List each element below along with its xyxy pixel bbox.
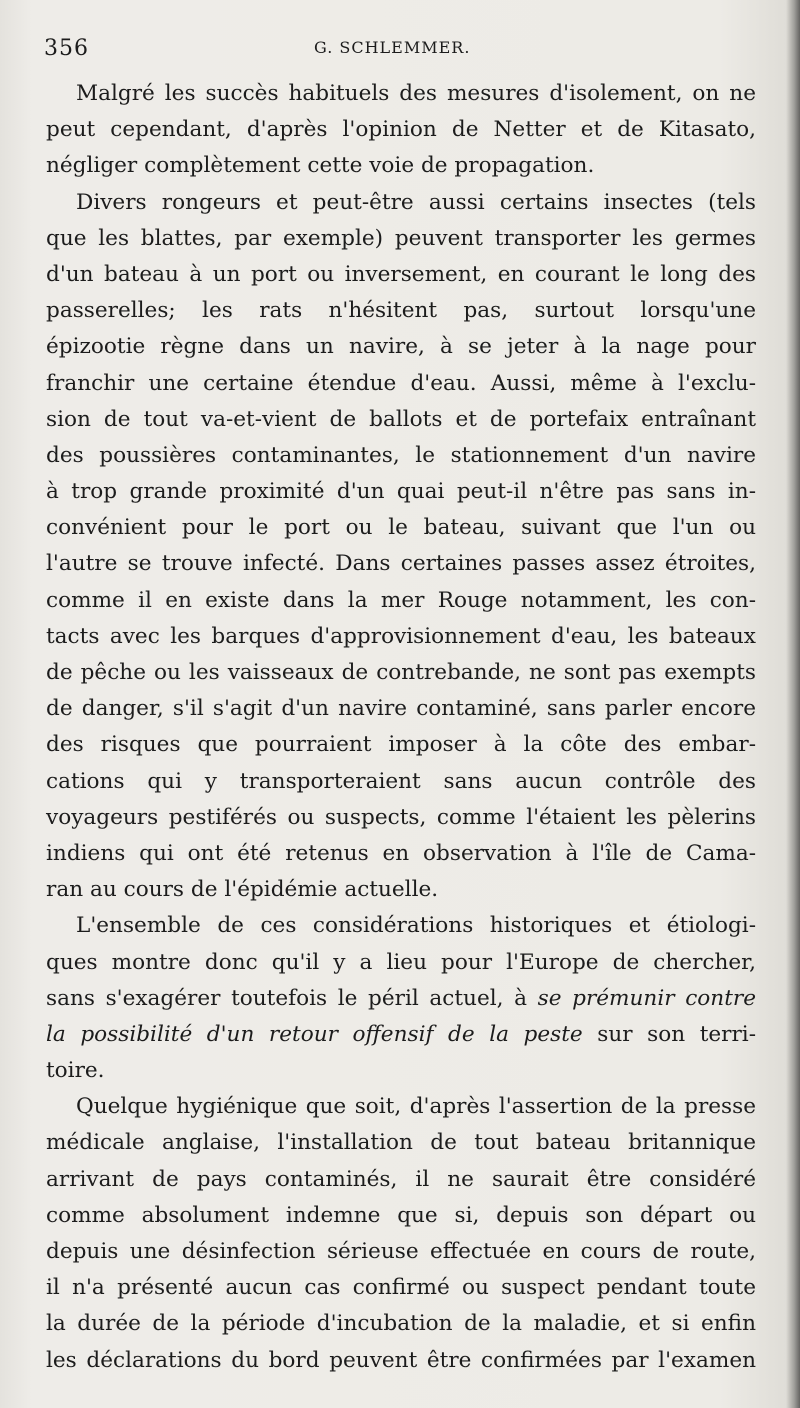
text-run: indiens qui ont été retenus en observation à l'île de Cama- xyxy=(46,840,756,866)
text-run: franchir une certaine étendue d'eau. Aussi, même à l'exclu- xyxy=(46,370,756,396)
text-line xyxy=(46,185,756,221)
text-line xyxy=(46,691,756,727)
text-line xyxy=(46,1198,756,1234)
page-header xyxy=(44,36,754,64)
text-run: sion de tout va-et-vient de ballots et de portefaix entraînant xyxy=(46,406,756,432)
text-line xyxy=(46,474,756,510)
body-text xyxy=(46,76,756,1379)
text-line xyxy=(46,76,756,112)
text-run: l'autre se trouve infecté. Dans certaines passes assez étroites, xyxy=(46,551,756,577)
text-run: de pêche ou les vaisseaux de contrebande, ne sont pas exempts xyxy=(46,660,756,685)
text-run: tacts avec les barques d'approvisionnement d'eau, les bateaux xyxy=(46,623,756,649)
text-run: Quelque hygiénique que soit, d'après l'assertion de la presse xyxy=(76,1094,756,1120)
text-run: il n'a présenté aucun cas confirmé ou suspect pendant toute xyxy=(46,1275,756,1301)
text-line xyxy=(46,1017,756,1053)
text-run: depuis une désinfection sérieuse effectuée en cours de route, xyxy=(46,1239,756,1264)
italic-run: se prémunir contre xyxy=(537,985,756,1011)
text-run: sur son terri- xyxy=(582,1021,756,1047)
text-line xyxy=(46,945,756,981)
text-line xyxy=(46,148,756,184)
text-run: les déclarations du bord peuvent être confirmées par l'examen xyxy=(46,1347,756,1373)
text-run: épizootie règne dans un navire, à se jeter à la nage pour xyxy=(46,334,756,360)
text-line xyxy=(46,1125,756,1161)
text-run: médicale anglaise, l'installation de tout bateau britannique xyxy=(46,1130,756,1156)
text-run: comme absolument indemne que si, depuis son départ ou xyxy=(46,1202,756,1228)
text-run: la durée de la période d'incubation de la maladie, et si enfin xyxy=(46,1311,756,1337)
text-line xyxy=(46,1089,756,1125)
text-line xyxy=(46,402,756,438)
text-line xyxy=(46,366,756,402)
page-number: 356 xyxy=(44,36,89,61)
text-line xyxy=(46,908,756,944)
text-line xyxy=(46,872,756,908)
text-line xyxy=(46,329,756,365)
text-line xyxy=(46,1162,756,1198)
text-run: sans s'exagérer toutefois le péril actuel, à xyxy=(46,985,538,1011)
page-edge-shadow xyxy=(786,0,800,1408)
text-run: convénient pour le port ou le bateau, suivant que l'un ou xyxy=(46,515,756,541)
running-head: G. SCHLEMMER. xyxy=(314,38,471,57)
text-run: peut cependant, d'après l'opinion de Netter et de Kitasato, xyxy=(46,117,756,143)
text-run: des poussières contaminantes, le stationnement d'un navire xyxy=(46,442,756,468)
text-line xyxy=(46,438,756,474)
text-run: ques montre donc qu'il y a lieu pour l'Europe de chercher, xyxy=(46,949,756,975)
text-line xyxy=(46,619,756,655)
text-run: cations qui y transporteraient sans aucun contrôle des xyxy=(46,768,756,794)
italic-run: la possibilité d'un retour offensif de la peste xyxy=(46,1021,583,1047)
text-run: passerelles; les rats n'hésitent pas, surtout lorsqu'une xyxy=(46,298,756,324)
text-line xyxy=(46,1234,756,1270)
text-line xyxy=(46,1306,756,1342)
text-line xyxy=(46,546,756,582)
text-line xyxy=(46,583,756,619)
text-line xyxy=(46,727,756,763)
text-run: des risques que pourraient imposer à la côte des embar- xyxy=(46,732,756,758)
text-run: ran au cours de l'épidémie actuelle. xyxy=(46,877,439,903)
text-run: que les blattes, par exemple) peuvent transporter les germes xyxy=(46,225,756,251)
text-line xyxy=(46,836,756,872)
text-line xyxy=(46,1053,756,1089)
text-run: L'ensemble de ces considérations historiques et étiologi- xyxy=(76,913,756,939)
text-line xyxy=(46,1343,756,1379)
text-run: Divers rongeurs et peut-être aussi certains insectes (tels xyxy=(76,189,756,215)
text-line xyxy=(46,510,756,546)
text-run: négliger complètement cette voie de propagation. xyxy=(46,153,595,179)
text-line xyxy=(46,655,756,691)
text-run: Malgré les succès habituels des mesures d'isolement, on ne xyxy=(76,81,756,106)
text-line xyxy=(46,800,756,836)
text-line xyxy=(46,981,756,1017)
text-line xyxy=(46,293,756,329)
text-line xyxy=(46,764,756,800)
text-run: de danger, s'il s'agit d'un navire contaminé, sans parler encore xyxy=(46,696,756,722)
text-run: arrivant de pays contaminés, il ne saurait être considéré xyxy=(46,1166,756,1192)
text-run: d'un bateau à un port ou inversement, en courant le long des xyxy=(46,261,756,287)
text-run: à trop grande proximité d'un quai peut-il n'être pas sans in- xyxy=(46,479,756,505)
text-run: toire. xyxy=(46,1058,105,1084)
text-line xyxy=(46,221,756,257)
text-run: comme il en existe dans la mer Rouge notamment, les con- xyxy=(46,587,756,613)
text-line xyxy=(46,257,756,293)
text-line xyxy=(46,1270,756,1306)
text-run: voyageurs pestiférés ou suspects, comme l'étaient les pèlerins xyxy=(46,804,756,830)
text-line xyxy=(46,112,756,148)
